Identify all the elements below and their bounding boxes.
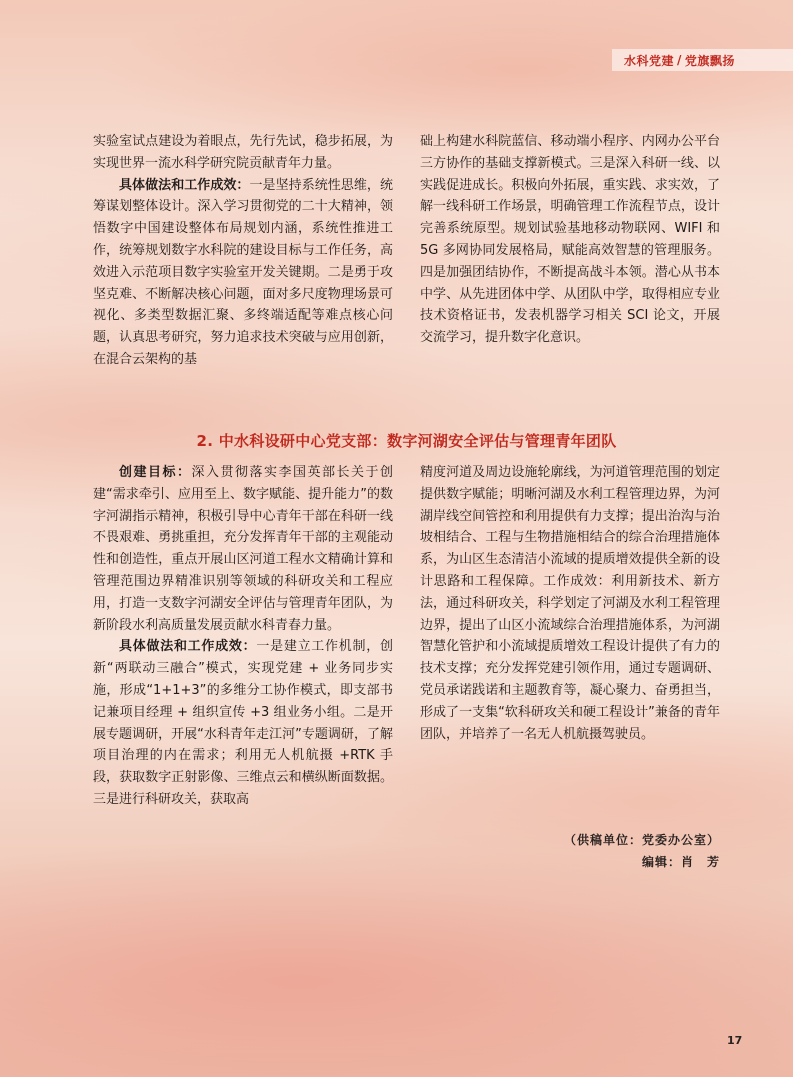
header-subcategory: 党旗飘扬 — [684, 53, 735, 68]
credit-editor: 编辑：肖 芳 — [641, 855, 720, 869]
section2-right-paragraph-1: 精度河道及周边设施轮廓线，为河道管理范围的划定提供数字赋能；明晰河湖及水利工程管理边界，为河湖岸线空间管控和利用提供有力支撑；提出治沟与治坡相结合、工程与生物措施相结合的综合治理措施体系，为山区生态清洁小流域的提质增效提供全新的设计思路和工程保障。工作成效：利用新技术、新方法，通过科研攻关，科学划定了河湖及水利工程管理边界，提出了山区小流域综合治理措施体系，为河湖智慧化管护和小流域提质增效工程设计提供了有力的技术支撑；充分发挥党建引领作用，通过专题调研、党员承诺践诺和主题教育等，凝心聚力、奋勇担当，形成了一支集“软科研攻关和硬工程设计”兼备的青年团队，并培养了一名无人机航摄驾驶员。 — [420, 465, 720, 742]
section1-column-right — [420, 131, 720, 349]
section1-left-lead: 具体做法和工作成效： — [119, 177, 250, 193]
credit-source: （供稿单位：党委办公室） — [563, 833, 720, 847]
section2-left-paragraph-1 — [93, 462, 393, 636]
header-separator: / — [677, 53, 682, 67]
section2-left-lead-1: 创建目标： — [119, 465, 192, 480]
section2-left-paragraph-2 — [93, 636, 393, 810]
section1-left-body: 一是坚持系统性思维，统筹谋划整体设计。深入学习贯彻党的二十大精神，领悟数字中国建设整体布局规划内涵，系统性推进工作，统筹规划数字水科院的建设目标与工作任务，高效进入示范项目数字实验室开发关键期。二是勇于攻坚克难、不断解决核心问题，面对多尺度物理场景可视化、多类型数据汇聚、多终端适配等难点核心问题，认真思考研究，努力追求技术突破与应用创新，在混合云架构的基 — [93, 177, 393, 367]
section1-column-left — [93, 131, 393, 371]
section1-left-paragraph-1: 实验室试点建设为着眼点，先行先试，稳步拓展，为实现世界一流水科学研究院贡献青年力量。 — [93, 134, 393, 171]
section2-column-left — [93, 462, 393, 811]
section2-heading: 2. 中水科设研中心党支部：数字河湖安全评估与管理青年团队 — [196, 432, 617, 450]
section1-right-paragraph-1: 础上构建水科院蓝信、移动端小程序、内网办公平台三方协作的基础支撑新模式。三是深入科研一线、以实践促进成长。积极向外拓展，重实践、求实效，了解一线科研工作场景，明确管理工作流程节点，设计完善系统原型。规划试验基地移动物联网、WIFI 和 5G 多网协同发展格局，赋能高效智慧的管理服务。四是加强团结协作，不断提高战斗本领。潜心从书本中学、从先进团体中学、从团队中学，取得相应专业技术资格证书，发表机器学习相关 SCI 论文，开展交流学习，提升数字化意识。 — [420, 134, 720, 346]
section2-left-body-2: 一是建立工作机制，创新“两联动三融合”模式，实现党建 + 业务同步实施，形成“1+1+3”的多维分工协作模式，即支部书记兼项目经理 + 组织宣传 +3 组业务小组。二是开展专题调研，开展“水科青年走江河”专题调研，了解项目治理的内在需求；利用无人机航摄 +RTK 手段，获取数字正射影像、三维点云和横纵断面数据。三是进行科研攻关，获取高 — [93, 639, 393, 807]
section2-left-lead-2: 具体做法和工作成效： — [119, 639, 257, 655]
section2-left-body-1: 深入贯彻落实李国英部长关于创建“需求牵引、应用至上、数字赋能、提升能力”的数字河湖指示精神，积极引导中心青年干部在科研一线不畏艰难、勇挑重担，充分发挥青年干部的主观能动性和创造性，重点开展山区河道工程水文精确计算和管理范围边界精准识别等领域的科研攻关和工程应用，打造一支数字河湖安全评估与管理青年团队，为新阶段水利高质量发展贡献水科青春力量。 — [93, 465, 393, 633]
header-category: 水科党建 — [624, 53, 675, 68]
column-header-tag — [612, 49, 793, 71]
page-number: 17 — [727, 1034, 743, 1047]
section2-column-right — [420, 462, 720, 745]
section1-left-paragraph-2 — [93, 175, 393, 371]
